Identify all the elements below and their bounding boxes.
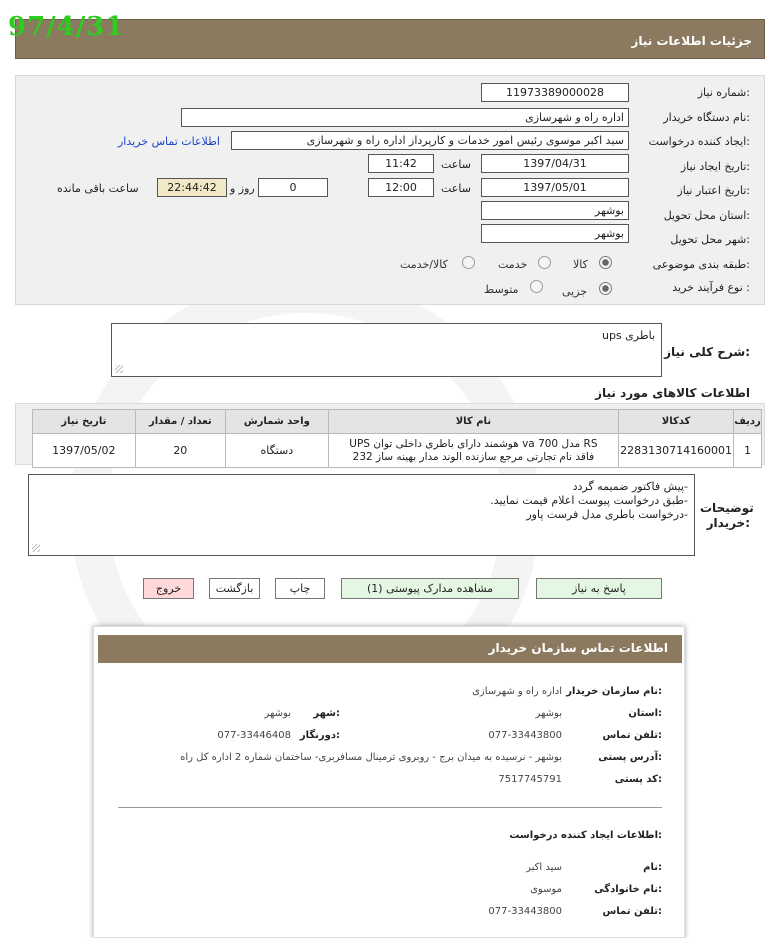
summary-label: شرح کلی نیاز: (664, 345, 750, 359)
requester-label: ایجاد کننده درخواست: (648, 135, 750, 148)
creator-phone-value: 077-33443800 (488, 906, 562, 917)
process-radio-minor[interactable] (599, 282, 612, 295)
contact-province-label: استان: (628, 708, 662, 719)
category-option-both: کالا/خدمت (400, 258, 448, 271)
summary-box (111, 323, 662, 377)
valid-time-label: ساعت (441, 182, 471, 195)
page-title: جزئیات اطلاعات نیاز (631, 34, 752, 48)
contact-card-title: اطلاعات تماس سازمان خریدار (98, 635, 682, 663)
need-number-field: 11973389000028 (481, 83, 629, 102)
process-label: نوع فرآیند خرید : (672, 281, 750, 294)
cell-qty: 20 (135, 434, 225, 468)
notes-text (490, 480, 688, 522)
process-radio-medium[interactable] (530, 280, 543, 293)
page-header (15, 19, 765, 59)
category-radio-service[interactable] (538, 256, 551, 269)
goods-table (32, 409, 762, 468)
creator-family-label: نام خانوادگی: (594, 884, 662, 895)
creator-name-label: نام: (643, 862, 662, 873)
contact-address-label: آدرس پستی: (598, 752, 662, 763)
created-time-field: 11:42 (368, 154, 434, 173)
created-time-label: ساعت (441, 158, 471, 171)
creator-section-title: اطلاعات ایجاد کننده درخواست: (509, 830, 662, 841)
cell-name-line1: UPS هوشمند دارای باطری داخلی توان va 700 مدل RS (349, 437, 598, 450)
created-date-field: 1397/04/31 (481, 154, 629, 173)
col-need-date: تاریخ نیاز (33, 410, 136, 434)
col-qty: تعداد / مقدار (135, 410, 225, 434)
resize-grip-icon[interactable] (115, 365, 123, 373)
contact-fax-label: دورنگار: (299, 730, 340, 741)
buyer-contact-card (93, 626, 685, 938)
creator-family-value: موسوی (530, 884, 562, 895)
goods-panel (15, 403, 765, 465)
table-row (33, 434, 762, 468)
cell-code: 2283130714160001 (619, 434, 734, 468)
cell-need-date: 1397/05/02 (33, 434, 136, 468)
resize-grip-icon[interactable] (32, 544, 40, 552)
province-label: استان محل تحویل: (663, 209, 750, 222)
notes-box (28, 474, 695, 556)
contact-fax-value: 077-33446408 (217, 730, 291, 741)
col-code: کدکالا (619, 410, 734, 434)
date-stamp: 97/4/31 (8, 12, 125, 42)
attachments-button[interactable]: مشاهده مدارک پیوستی (1) (341, 578, 519, 599)
remaining-time-field: 22:44:42 (157, 178, 227, 197)
notes-label: توضیحات خریدار: (700, 501, 754, 530)
buyer-org-field: اداره راه و شهرسازی (181, 108, 629, 127)
col-name: نام کالا (328, 410, 619, 434)
need-number-label: شماره نیاز: (697, 86, 750, 99)
category-radio-both[interactable] (462, 256, 475, 269)
process-option-minor: جزیی (562, 285, 588, 298)
cell-unit: دستگاه (226, 434, 329, 468)
note-line-1: -پیش فاکتور ضمیمه گردد (572, 480, 688, 493)
note-line-3: -درخواست باطری مدل فرست پاور (526, 508, 688, 521)
category-radio-goods[interactable] (599, 256, 612, 269)
creator-phone-label: تلفن تماس: (602, 906, 662, 917)
cell-name (328, 434, 619, 468)
category-label: طبقه بندی موضوعی: (652, 258, 750, 271)
contact-province-value: بوشهر (535, 708, 562, 719)
process-option-medium: متوسط (484, 283, 519, 296)
category-option-service: خدمت (498, 258, 528, 271)
buyer-org-label: نام دستگاه خریدار: (663, 111, 750, 124)
cell-name-line2: 232 فاقد نام تجارتی مرجع سازنده الوند مدار بهینه ساز (352, 450, 595, 463)
city-field: بوشهر (481, 224, 629, 243)
contact-postal-label: کد پستی: (614, 774, 662, 785)
print-button[interactable]: چاپ (275, 578, 325, 599)
contact-phone-value: 077-33443800 (488, 730, 562, 741)
back-button[interactable]: بازگشت (209, 578, 260, 599)
reply-button[interactable]: پاسخ به نیاز (536, 578, 662, 599)
created-date-label: تاریخ ایجاد نیاز: (680, 160, 750, 173)
col-unit: واحد شمارش (226, 410, 329, 434)
valid-time-field: 12:00 (368, 178, 434, 197)
exit-button[interactable]: خروج (143, 578, 194, 599)
remaining-label: ساعت باقی مانده (57, 182, 139, 195)
category-option-goods: کالا (573, 258, 588, 271)
days-label: روز و (230, 182, 255, 195)
goods-header-row (33, 410, 762, 434)
cell-row: 1 (733, 434, 761, 468)
requester-field: سید اکبر موسوی رئیس امور خدمات و کارپرداز اداره راه و شهرسازی (231, 131, 629, 150)
valid-date-field: 1397/05/01 (481, 178, 629, 197)
buyer-contact-link[interactable]: اطلاعات تماس خریدار (118, 135, 220, 148)
col-row: ردیف (733, 410, 761, 434)
summary-text: باطری ups (601, 329, 655, 342)
goods-section-title: اطلاعات کالاهای مورد نیاز (595, 386, 750, 400)
contact-phone-label: تلفن تماس: (602, 730, 662, 741)
creator-name-value: سید اکبر (526, 862, 562, 873)
contact-address-value: بوشهر - نرسیده به میدان برج - روبروی ترمینال مسافربری- ساختمان شماره 2 اداره کل راه (180, 752, 562, 763)
contact-org-value: اداره راه و شهرسازی (472, 686, 562, 697)
contact-postal-value: 7517745791 (498, 774, 562, 785)
valid-date-label: تاریخ اعتبار نیاز: (677, 184, 750, 197)
province-field: بوشهر (481, 201, 629, 220)
contact-org-label: نام سازمان خریدار: (566, 686, 662, 697)
contact-city-label: شهر: (313, 708, 340, 719)
contact-divider (118, 807, 662, 808)
note-line-2: -طبق درخواست پیوست اعلام قیمت نمایید. (490, 494, 688, 507)
contact-city-value: بوشهر (264, 708, 291, 719)
remaining-days-field: 0 (258, 178, 328, 197)
city-label: شهر محل تحویل: (670, 233, 750, 246)
